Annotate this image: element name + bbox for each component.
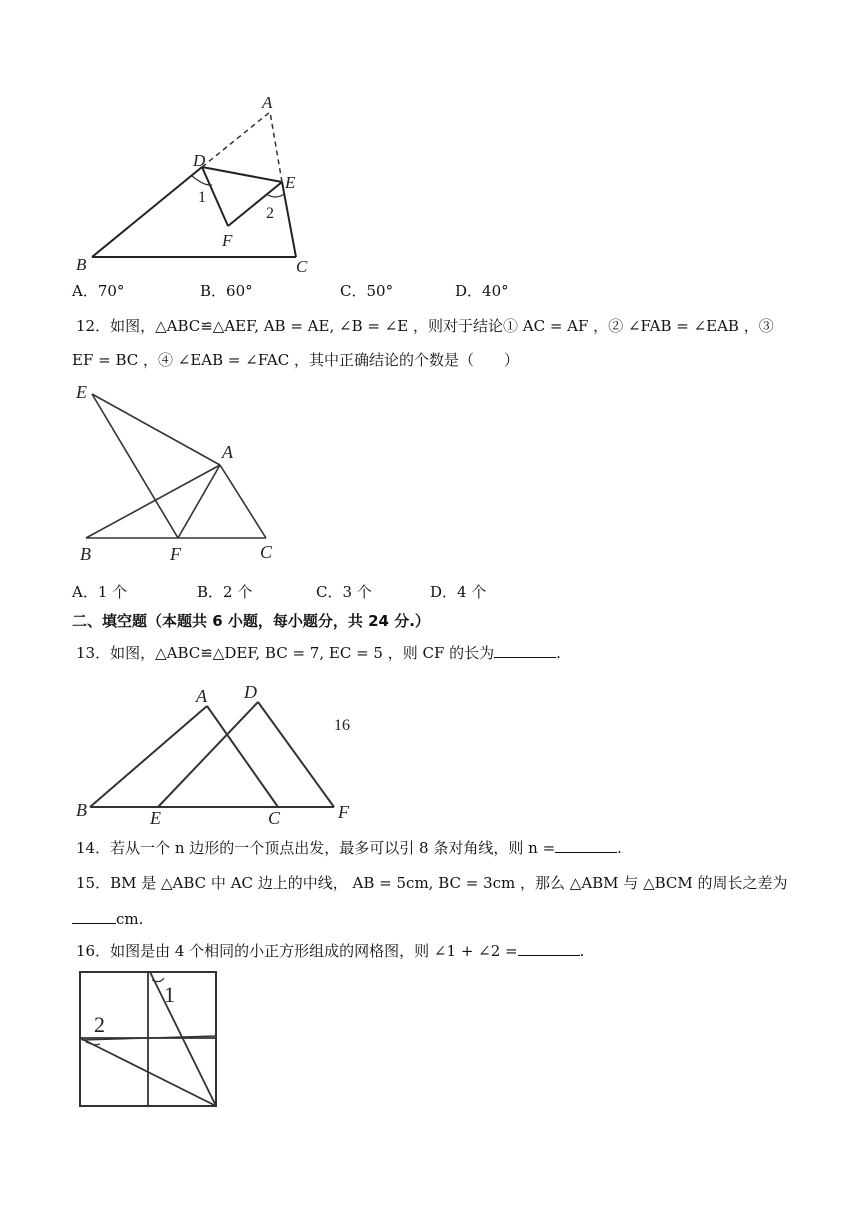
q12-line2: EF = BC ，④ ∠EAB = ∠FAC ，其中正确结论的个数是（ ） [72, 351, 520, 369]
label-b: B [80, 544, 91, 564]
label-a: A [196, 686, 207, 706]
angle-2-label: 2 [94, 1012, 105, 1037]
q15-line2: cm. [72, 909, 143, 929]
label-b: B [76, 255, 87, 274]
label-c: C [268, 808, 281, 828]
q13-text: 13．如图，△ABC≌△DEF, BC = 7, EC = 5 ，则 CF 的长为 . [76, 644, 561, 662]
label-e: E [285, 173, 296, 192]
angle-1-label: 1 [198, 189, 206, 206]
label-b: B [76, 800, 87, 820]
label-f: F [170, 544, 181, 564]
q12-option-d: D．4 个 [430, 583, 487, 601]
q11-option-d: D．40° [455, 282, 509, 300]
q12-option-a: A．1 个 [72, 583, 128, 601]
label-e: E [150, 808, 161, 828]
label-c: C [296, 257, 308, 276]
q12-option-b: B．2 个 [197, 583, 253, 601]
label-e: E [76, 382, 87, 402]
figure-q13 [72, 678, 362, 828]
q11-option-b: B．60° [200, 282, 253, 300]
figure-q11 [70, 90, 330, 280]
angle-2-label: 2 [266, 205, 274, 222]
q16-text: 16．如图是由 4 个相同的小正方形组成的网格图，则 ∠1 + ∠2 = . [76, 942, 585, 960]
q11-option-a: A．70° [72, 282, 125, 300]
figure-q12 [70, 380, 290, 565]
q12-line1: 12．如图，△ABC≌△AEF, AB = AE, ∠B = ∠E ，则对于结论① AC = AF ，② ∠FAB = ∠EAB ，③ [76, 317, 774, 335]
stray-mark: 16 [334, 717, 350, 734]
q16-answer-blank[interactable] [518, 941, 580, 956]
label-a: A [262, 93, 273, 112]
label-d: D [244, 682, 257, 702]
label-d: D [193, 151, 206, 170]
q14-answer-blank[interactable] [555, 838, 617, 853]
figure-q16 [74, 968, 224, 1112]
label-c: C [260, 542, 273, 562]
label-f: F [338, 802, 349, 822]
q13-answer-blank[interactable] [494, 643, 556, 658]
label-f: F [222, 231, 233, 250]
angle-1-label: 1 [164, 982, 175, 1007]
q12-option-c: C．3 个 [316, 583, 372, 601]
section-heading-fill-blank: 二、填空题（本题共 6 小题，每小题分，共 24 分.） [72, 612, 430, 630]
q15-answer-blank[interactable] [72, 909, 116, 924]
q14-text: 14．若从一个 n 边形的一个顶点出发，最多可以引 8 条对角线，则 n = . [76, 839, 622, 857]
label-a: A [222, 442, 233, 462]
q15-line1: 15．BM 是 △ABC 中 AC 边上的中线， AB = 5cm, BC = 3cm ，那么 △ABM 与 △BCM 的周长之差为 [76, 874, 788, 892]
q11-option-c: C．50° [340, 282, 394, 300]
